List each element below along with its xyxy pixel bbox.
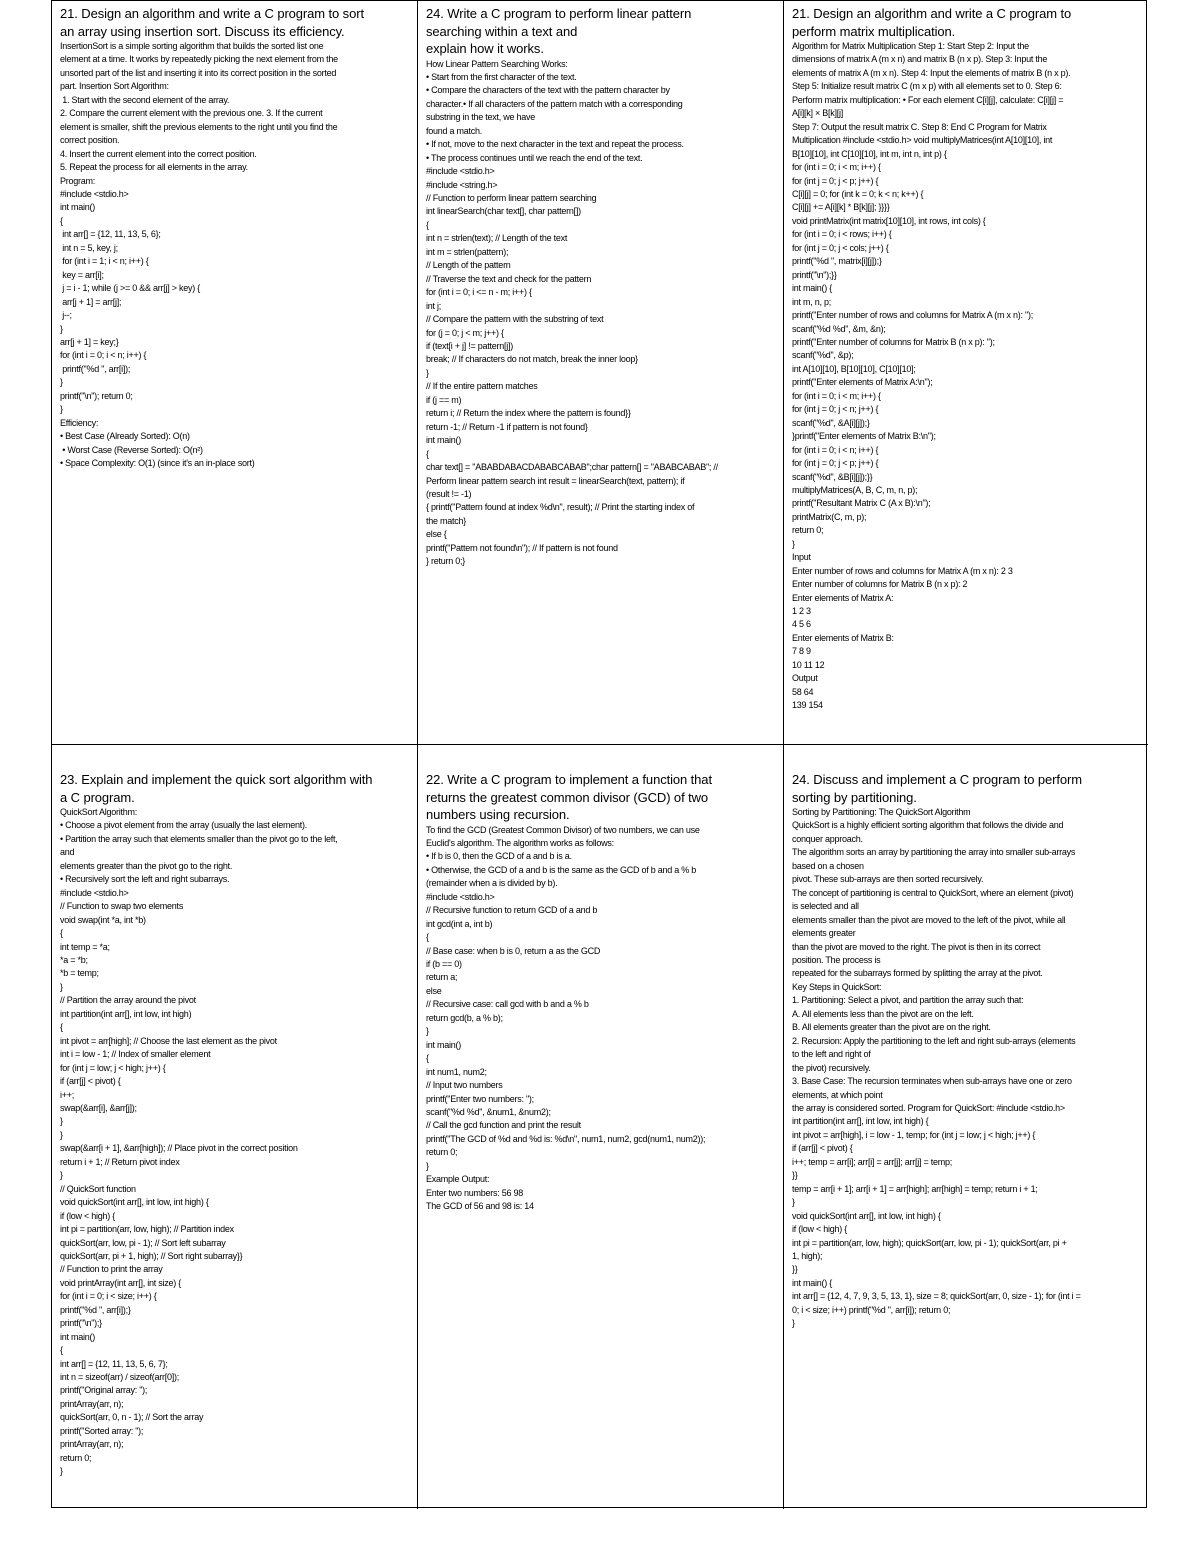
answer-line: i++; temp = arr[i]; arr[i] = arr[j]; arr[j] = temp; xyxy=(792,1156,953,1167)
answer-line: InsertionSort is a simple sorting algorithm that builds the sorted list one xyxy=(60,41,324,51)
answer-line: void printArray(int arr[], int size) { xyxy=(60,1277,182,1288)
answer-line: #include <stdio.h> xyxy=(60,188,129,199)
answer-line: 1. Partitioning: Select a pivot, and partition the array such that: xyxy=(792,995,1024,1006)
answer-line: int main() xyxy=(60,1331,96,1342)
answer-line: int gcd(int a, int b) xyxy=(426,918,493,929)
answer-line: To find the GCD (Greatest Common Divisor) of two numbers, we can use xyxy=(426,824,700,835)
answer-line: is selected and all xyxy=(792,901,859,912)
answer-line: if (low < high) { xyxy=(60,1210,116,1221)
answer-line: } xyxy=(426,1160,429,1171)
answer-line: QuickSort is a highly efficient sorting algorithm that follows the divide and xyxy=(792,820,1064,831)
answer-line: } return 0;} xyxy=(426,556,466,567)
answer-line: int arr[] = {12, 11, 13, 5, 6}; xyxy=(60,229,161,240)
answer-line: printf("Resultant Matrix C (A x B):\n"); xyxy=(792,498,931,509)
answer-line: for (int i = 0; i < m; i++) { xyxy=(792,162,881,173)
question-title: 24. Discuss and implement a C program to perform xyxy=(792,772,1082,787)
answer-line: } xyxy=(60,1129,63,1140)
answer-line: int main() { xyxy=(792,283,833,294)
question-title: sorting by partitioning. xyxy=(792,789,917,805)
answer-line: (result != -1) xyxy=(426,489,472,499)
answer-line: // Function to swap two elements xyxy=(60,901,184,912)
answer-line: The GCD of 56 and 98 is: 14 xyxy=(426,1201,534,1212)
answer-line: // Function to perform linear pattern searching xyxy=(426,193,597,204)
answer-line: char text[] = "ABABDABACDABABCABAB";char pattern[] = "ABABCABAB"; // xyxy=(426,462,718,473)
answer-line: elements greater xyxy=(792,928,856,939)
answer-line: scanf("%d %d", &num1, &num2); xyxy=(426,1107,551,1118)
answer-line: int n = sizeof(arr) / sizeof(arr[0]); xyxy=(60,1372,180,1383)
answer-line: #include <stdio.h> xyxy=(426,891,495,902)
answer-line: for (int i = 0; i < size; i++) { xyxy=(60,1291,157,1302)
answer-line: Algorithm for Matrix Multiplication Step 1: Start Step 2: Input the xyxy=(792,41,1029,51)
answer-line: // Traverse the text and check for the pattern xyxy=(426,273,592,284)
answer-line: Enter number of columns for Matrix B (n x p): 2 xyxy=(792,579,968,590)
answer-line: } xyxy=(60,1466,63,1477)
cell-quick-sort xyxy=(52,744,417,1509)
answer-line: j = i - 1; while (j >= 0 && arr[j] > key) { xyxy=(60,283,201,294)
answer-line: Enter two numbers: 56 98 xyxy=(426,1187,524,1198)
answer-line: } xyxy=(792,1318,795,1329)
answer-line: Step 7: Output the result matrix C. Step 8: End C Program for Matrix xyxy=(792,121,1047,132)
answer-line: based on a chosen xyxy=(792,860,864,871)
answer-line: elements, at which point xyxy=(792,1089,883,1100)
cell-sorting-by-partitioning xyxy=(783,744,1148,1509)
answer-line: C[i][j] += A[i][k] * B[k][j]; }}}} xyxy=(792,202,890,213)
answer-line: • Compare the characters of the text with the pattern character by xyxy=(426,85,670,96)
answer-line: • Start from the first character of the text. xyxy=(426,71,577,82)
answer-line: element is smaller, shift the previous elements to the right until you find the xyxy=(60,121,338,132)
answer-line: // Recursive function to return GCD of a and b xyxy=(426,905,598,916)
answer-line: character.• If all characters of the pattern match with a corresponding xyxy=(426,98,683,109)
answer-line: 10 11 12 xyxy=(792,659,825,670)
answer-line: } xyxy=(792,538,795,549)
answer-line: j--; xyxy=(60,310,72,321)
answer-line: printf("%d ", arr[i]); xyxy=(60,363,131,374)
answer-line: position. The process is xyxy=(792,954,881,965)
answer-line: C[i][j] = 0; for (int k = 0; k < n; k++) { xyxy=(792,188,924,199)
answer-line: { xyxy=(426,448,429,459)
answer-line: (remainder when a is divided by b). xyxy=(426,878,558,889)
answer-line: printf("Pattern not found\n"); // If pattern is not found xyxy=(426,542,618,553)
answer-line: Example Output: xyxy=(426,1174,490,1185)
answer-line: } xyxy=(426,1026,429,1037)
answer-line: int main() xyxy=(426,1039,462,1050)
answer-line: B. All elements greater than the pivot are on the right. xyxy=(792,1022,991,1033)
answer-line: if (b == 0) xyxy=(426,959,462,970)
answer-line: for (int i = 0; i < n; i++) { xyxy=(792,444,879,455)
answer-line: arr[j + 1] = key;} xyxy=(60,336,119,347)
answer-line: // Compare the pattern with the substring of text xyxy=(426,314,604,325)
answer-line: int j; xyxy=(426,300,442,311)
answer-line: scanf("%d", &A[i][j]);} xyxy=(792,417,870,428)
answer-line: int pi = partition(arr, low, high); quickSort(arr, low, pi - 1); quickSort(arr, pi + xyxy=(792,1237,1067,1248)
answer-line: 4 5 6 xyxy=(792,619,811,630)
answer-line: • Best Case (Already Sorted): O(n) xyxy=(60,431,190,442)
answer-line: int main() xyxy=(60,202,96,213)
answer-line: Enter number of rows and columns for Matrix A (m x n): 2 3 xyxy=(792,565,1013,576)
answer-line: int A[10][10], B[10][10], C[10][10]; xyxy=(792,363,916,374)
answer-line: int partition(int arr[], int low, int high) { xyxy=(792,1116,929,1127)
answer-line: int linearSearch(char text[], char pattern[]) xyxy=(426,206,581,217)
answer-line: for (int j = 0; j < p; j++) { xyxy=(792,458,879,469)
answer-line: than the pivot are moved to the right. The pivot is then in its correct xyxy=(792,941,1041,952)
answer-line: The concept of partitioning is central to QuickSort, where an element (pivot) xyxy=(792,887,1074,898)
answer-line: • Worst Case (Reverse Sorted): O(n²) xyxy=(60,444,203,455)
answer-line: }printf("Enter elements of Matrix B:\n"); xyxy=(792,431,936,442)
answer-line: quickSort(arr, 0, n - 1); // Sort the array xyxy=(60,1412,204,1423)
answer-line: return gcd(b, a % b); xyxy=(426,1012,503,1023)
answer-line: // Recursive case: call gcd with b and a % b xyxy=(426,999,589,1010)
answer-line: { xyxy=(60,1345,63,1356)
question-title: 22. Write a C program to implement a function that xyxy=(426,772,712,787)
answer-line: elements smaller than the pivot are moved to the left of the pivot, while all xyxy=(792,914,1066,925)
answer-line: return 0; xyxy=(792,525,824,536)
question-title: 21. Design an algorithm and write a C program to xyxy=(792,6,1072,21)
answer-line: } xyxy=(792,1197,795,1208)
answer-line: if (low < high) { xyxy=(792,1224,848,1235)
answer-line: { xyxy=(60,1022,63,1033)
answer-line: • The process continues until we reach the end of the text. xyxy=(426,152,643,163)
answer-line: int pi = partition(arr, low, high); // Partition index xyxy=(60,1224,234,1235)
answer-line: { xyxy=(60,215,63,226)
answer-line: Program: xyxy=(60,175,96,186)
answer-line: elements greater than the pivot go to the right. xyxy=(60,860,233,871)
answer-line: printf("Enter number of columns for Matrix B (n x p): "); xyxy=(792,336,995,347)
answer-line: Multiplication #include <stdio.h> void multiplyMatrices(int A[10][10], int xyxy=(792,135,1053,146)
answer-line: scanf("%d", &p); xyxy=(792,350,854,361)
answer-line: int main() { xyxy=(792,1277,833,1288)
answer-line: { xyxy=(426,219,429,230)
question-title: perform matrix multiplication. xyxy=(792,23,956,39)
answer-line: unsorted part of the list and inserting it into its correct position in the sorted xyxy=(60,67,337,78)
answer-line: #include <stdio.h> xyxy=(426,166,495,177)
answer-line: // Length of the pattern xyxy=(426,260,511,271)
answer-line: printf("%d ", arr[i]);} xyxy=(60,1304,131,1315)
question-grid xyxy=(51,0,1147,1508)
answer-line: key = arr[i]; xyxy=(60,269,104,280)
answer-line: int num1, num2; xyxy=(426,1066,487,1077)
answer-line: • If b is 0, then the GCD of a and b is a. xyxy=(426,851,572,862)
answer-line: // Base case: when b is 0, return a as the GCD xyxy=(426,945,601,956)
answer-line: temp = arr[i + 1]; arr[i + 1] = arr[high]; arr[high] = temp; return i + 1; xyxy=(792,1183,1038,1194)
answer-line: } xyxy=(426,367,429,378)
cell-matrix-multiplication xyxy=(783,1,1148,744)
answer-line: int temp = *a; xyxy=(60,941,110,952)
answer-line: if (arr[j] < pivot) { xyxy=(60,1076,121,1087)
answer-line: printMatrix(C, m, p); xyxy=(792,511,867,522)
answer-line: Efficiency: xyxy=(60,417,99,428)
answer-line: to the left and right of xyxy=(792,1049,871,1060)
answer-line: quickSort(arr, pi + 1, high); // Sort right subarray}} xyxy=(60,1250,243,1261)
answer-line: the match} xyxy=(426,515,467,526)
answer-line: pivot. These sub-arrays are then sorted recursively. xyxy=(792,874,984,885)
answer-line: printf("\n");} xyxy=(60,1318,102,1329)
answer-line: quickSort(arr, low, pi - 1); // Sort left subarray xyxy=(60,1237,226,1248)
answer-line: *b = temp; xyxy=(60,968,99,979)
answer-line: 1. Start with the second element of the array. xyxy=(60,94,230,105)
answer-line: part. Insertion Sort Algorithm: xyxy=(60,81,169,92)
answer-line: Input xyxy=(792,552,811,563)
answer-line: return 0; xyxy=(426,1147,458,1158)
answer-line: 2. Compare the current element with the previous one. 3. If the current xyxy=(60,108,323,119)
answer-line: for (int j = 0; j < n; j++) { xyxy=(792,404,879,415)
answer-line: else { xyxy=(426,529,447,540)
answer-line: return -1; // Return -1 if pattern is not found} xyxy=(426,421,588,432)
answer-line: if (j == m) xyxy=(426,394,462,405)
answer-line: for (int i = 0; i <= n - m; i++) { xyxy=(426,287,532,298)
answer-line: • If not, move to the next character in the text and repeat the process. xyxy=(426,139,684,150)
answer-line: Perform matrix multiplication: • For each element C[i][j], calculate: C[i][j] = xyxy=(792,94,1064,105)
question-title: an array using insertion sort. Discuss its efficiency. xyxy=(60,23,345,39)
answer-line: { xyxy=(60,928,63,939)
answer-line: A[i][k] × B[k][j] xyxy=(792,108,844,119)
answer-line: Step 5: Initialize result matrix C (m x p) with all elements set to 0. Step 6: xyxy=(792,81,1062,92)
answer-line: } xyxy=(60,323,63,334)
answer-line: scanf("%d", &B[i][j]);}} xyxy=(792,471,873,482)
answer-line: return i + 1; // Return pivot index xyxy=(60,1156,180,1167)
answer-line: void quickSort(int arr[], int low, int high) { xyxy=(792,1210,941,1221)
answer-line: } xyxy=(60,981,63,992)
answer-line: int n = strlen(text); // Length of the text xyxy=(426,233,568,244)
answer-line: correct position. xyxy=(60,135,120,146)
answer-line: for (int i = 0; i < rows; i++) { xyxy=(792,229,892,240)
answer-line: for (int i = 0; i < n; i++) { xyxy=(60,350,147,361)
answer-line: QuickSort Algorithm: xyxy=(60,807,138,817)
answer-line: int arr[] = {12, 4, 7, 9, 3, 5, 13, 1}, size = 8; quickSort(arr, 0, size - 1); for (int i = xyxy=(792,1291,1081,1302)
answer-line: return 0; xyxy=(60,1452,92,1463)
answer-line: void printMatrix(int matrix[10][10], int rows, int cols) { xyxy=(792,215,986,226)
answer-line: int pivot = arr[high]; // Choose the last element as the pivot xyxy=(60,1035,277,1046)
answer-line: swap(&arr[i + 1], &arr[high]); // Place pivot in the correct position xyxy=(60,1143,298,1154)
answer-line: printf("Enter two numbers: "); xyxy=(426,1093,534,1104)
question-title: 23. Explain and implement the quick sort algorithm with xyxy=(60,772,373,787)
answer-line: 0; i < size; i++) printf("%d ", arr[i]); return 0; xyxy=(792,1304,951,1315)
answer-line: A. All elements less than the pivot are on the left. xyxy=(792,1008,974,1019)
answer-line: return a; xyxy=(426,972,458,983)
answer-line: elements of matrix A (m x n). Step 4: Input the elements of matrix B (n x p). xyxy=(792,67,1071,78)
cell-gcd-recursion xyxy=(417,744,783,1509)
question-title: returns the greatest common divisor (GCD) of two xyxy=(426,789,709,805)
question-title: a C program. xyxy=(60,789,135,805)
answer-line: repeated for the subarrays formed by splitting the array at the pivot. xyxy=(792,968,1043,979)
answer-line: #include <stdio.h> xyxy=(60,887,129,898)
answer-line: for (int j = low; j < high; j++) { xyxy=(60,1062,166,1073)
answer-line: #include <string.h> xyxy=(426,179,498,190)
answer-line: • Space Complexity: O(1) (since it's an in-place sort) xyxy=(60,458,255,469)
answer-line: // If the entire pattern matches xyxy=(426,381,538,392)
answer-line: printArray(arr, n); xyxy=(60,1398,124,1409)
answer-line: } xyxy=(60,377,63,388)
answer-line: } xyxy=(60,1116,63,1127)
answer-line: 2. Recursion: Apply the partitioning to the left and right sub-arrays (elements xyxy=(792,1035,1076,1046)
answer-line: swap(&arr[i], &arr[j]); xyxy=(60,1102,137,1113)
question-title: explain how it works. xyxy=(426,41,544,56)
answer-line: B[10][10], int C[10][10], int m, int n, int p) { xyxy=(792,148,947,159)
answer-line: printf("Original array: "); xyxy=(60,1385,148,1396)
answer-line: // Call the gcd function and print the result xyxy=(426,1120,581,1131)
answer-line: Euclid's algorithm. The algorithm works as follows: xyxy=(426,837,614,848)
answer-line: • Choose a pivot element from the array (usually the last element). xyxy=(60,820,308,831)
answer-line: for (int j = 0; j < cols; j++) { xyxy=(792,242,889,253)
answer-line: int n = 5, key, j; xyxy=(60,242,118,253)
answer-line: for (int i = 0; i < m; i++) { xyxy=(792,390,881,401)
answer-line: Sorting by Partitioning: The QuickSort Algorithm xyxy=(792,807,971,817)
answer-line: scanf("%d %d", &m, &n); xyxy=(792,323,886,334)
answer-line: • Partition the array such that elements smaller than the pivot go to the left, xyxy=(60,833,338,844)
answer-line: { printf("Pattern found at index %d\n", result); // Print the starting index of xyxy=(426,502,695,513)
answer-line: i++; xyxy=(60,1089,75,1100)
answer-line: int m, n, p; xyxy=(792,296,832,307)
answer-line: found a match. xyxy=(426,125,483,136)
answer-line: // Partition the array around the pivot xyxy=(60,995,196,1006)
answer-line: Perform linear pattern search int result = linearSearch(text, pattern); if xyxy=(426,475,685,486)
answer-line: 4. Insert the current element into the correct position. xyxy=(60,148,257,159)
answer-line: else xyxy=(426,985,442,996)
answer-line: Enter elements of Matrix A: xyxy=(792,592,894,603)
answer-line: void swap(int *a, int *b) xyxy=(60,914,146,925)
answer-line: int main() xyxy=(426,435,462,446)
cell-linear-pattern-search xyxy=(417,1,783,744)
answer-line: } xyxy=(60,404,63,415)
answer-line: printf("The GCD of %d and %d is: %d\n", num1, num2, gcd(num1, num2)); xyxy=(426,1133,706,1144)
answer-line: • Otherwise, the GCD of a and b is the same as the GCD of b and a % b xyxy=(426,864,697,875)
answer-line: 5. Repeat the process for all elements in the array. xyxy=(60,162,248,173)
answer-line: substring in the text, we have xyxy=(426,112,536,123)
answer-line: the array is considered sorted. Program for QuickSort: #include <stdio.h> xyxy=(792,1102,1065,1113)
answer-line: void quickSort(int arr[], int low, int high) { xyxy=(60,1197,209,1208)
answer-line: if (text[i + j] != pattern[j]) xyxy=(426,341,514,352)
answer-line: }} xyxy=(792,1264,798,1275)
answer-line: for (int j = 0; j < p; j++) { xyxy=(792,175,879,186)
answer-line: printf("Enter elements of Matrix A:\n"); xyxy=(792,377,933,388)
answer-line: 7 8 9 xyxy=(792,646,811,657)
answer-line: arr[j + 1] = arr[j]; xyxy=(60,296,122,307)
answer-line: printf("\n"); return 0; xyxy=(60,390,133,401)
answer-line: // Input two numbers xyxy=(426,1080,503,1091)
question-title: 21. Design an algorithm and write a C program to sort xyxy=(60,6,364,21)
answer-line: printf("\n");}} xyxy=(792,269,837,280)
answer-line: element at a time. It works by repeatedly picking the next element from the xyxy=(60,54,338,65)
answer-line: } xyxy=(60,1170,63,1181)
question-title: searching within a text and xyxy=(426,23,578,39)
answer-line: return i; // Return the index where the pattern is found}} xyxy=(426,408,631,419)
answer-line: int i = low - 1; // Index of smaller element xyxy=(60,1049,211,1060)
answer-line: printf("Enter number of rows and columns for Matrix A (m x n): "); xyxy=(792,310,1033,321)
answer-line: Key Steps in QuickSort: xyxy=(792,981,882,992)
answer-line: • Recursively sort the left and right subarrays. xyxy=(60,874,230,885)
answer-line: 1, high); xyxy=(792,1250,823,1261)
answer-line: // Function to print the array xyxy=(60,1264,163,1275)
answer-line: 58 64 xyxy=(792,686,814,697)
answer-line: How Linear Pattern Searching Works: xyxy=(426,58,568,69)
answer-line: conquer approach. xyxy=(792,833,863,844)
answer-line: Output xyxy=(792,673,818,684)
answer-line: // QuickSort function xyxy=(60,1183,136,1194)
answer-line: *a = *b; xyxy=(60,954,88,965)
answer-line: dimensions of matrix A (m x n) and matrix B (n x p). Step 3: Input the xyxy=(792,54,1048,65)
question-title: numbers using recursion. xyxy=(426,807,570,822)
answer-line: printf("Sorted array: "); xyxy=(60,1425,144,1436)
answer-line: 139 154 xyxy=(792,700,823,711)
answer-line: { xyxy=(426,932,429,943)
answer-line: for (j = 0; j < m; j++) { xyxy=(426,327,504,338)
answer-line: int pivot = arr[high], i = low - 1, temp; for (int j = low; j < high; j++) { xyxy=(792,1129,1036,1140)
cell-insertion-sort xyxy=(52,1,417,744)
answer-line: int arr[] = {12, 11, 13, 5, 6, 7}; xyxy=(60,1358,168,1369)
answer-line: int partition(int arr[], int low, int high) xyxy=(60,1008,192,1019)
answer-line: multiplyMatrices(A, B, C, m, n, p); xyxy=(792,484,918,495)
answer-line: if (arr[j] < pivot) { xyxy=(792,1143,853,1154)
answer-line: printArray(arr, n); xyxy=(60,1439,124,1450)
answer-line: break; // If characters do not match, break the inner loop} xyxy=(426,354,638,365)
answer-line: The algorithm sorts an array by partitioning the array into smaller sub-arrays xyxy=(792,847,1076,858)
answer-line: { xyxy=(426,1053,429,1064)
answer-line: and xyxy=(60,847,75,858)
answer-line: 1 2 3 xyxy=(792,606,811,617)
answer-line: Enter elements of Matrix B: xyxy=(792,632,894,643)
answer-line: printf("%d ", matrix[i][j]);} xyxy=(792,256,882,267)
answer-line: the pivot) recursively. xyxy=(792,1062,871,1073)
answer-line: 3. Base Case: The recursion terminates when sub-arrays have one or zero xyxy=(792,1076,1072,1087)
answer-line: int m = strlen(pattern); xyxy=(426,246,509,257)
answer-line: }} xyxy=(792,1170,798,1181)
answer-line: for (int i = 1; i < n; i++) { xyxy=(60,256,149,267)
question-title: 24. Write a C program to perform linear pattern xyxy=(426,6,692,21)
